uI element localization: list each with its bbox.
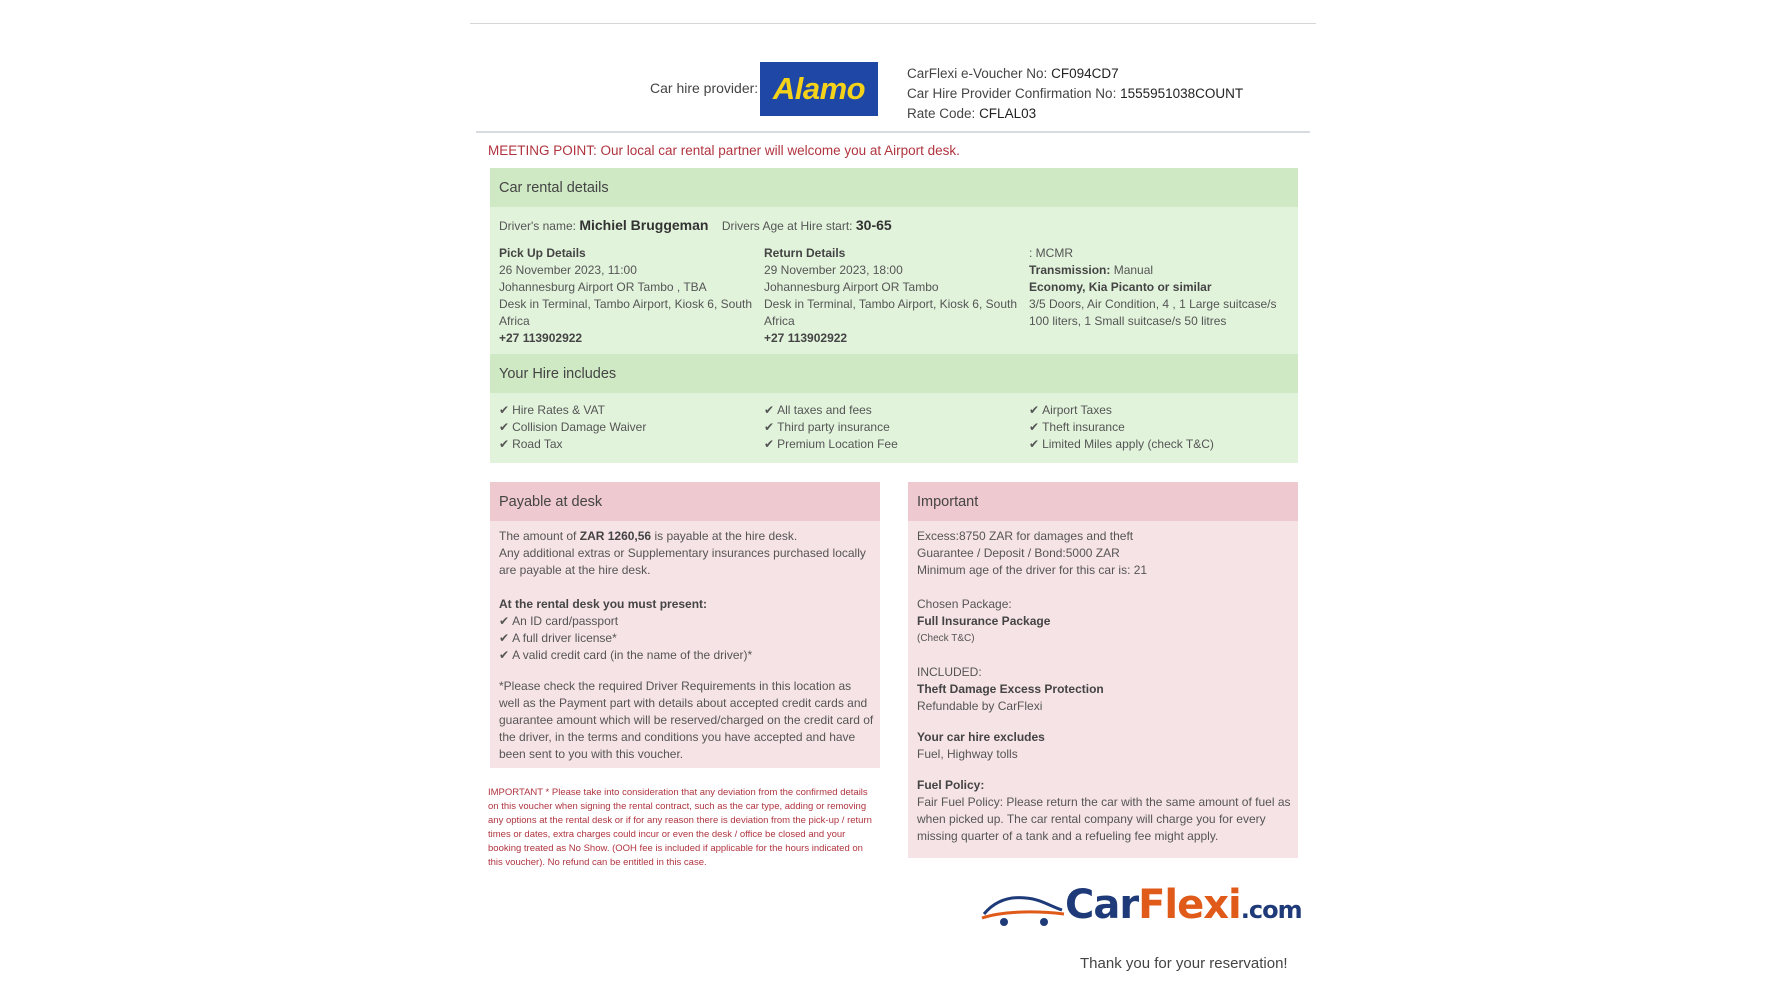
thank-you-text: Thank you for your reservation! bbox=[1080, 955, 1288, 972]
check-icon: ✔ bbox=[764, 403, 775, 417]
check-icon: ✔ bbox=[764, 437, 775, 451]
list-item: ✔ Airport Taxes bbox=[1029, 403, 1112, 417]
includes-col-2 bbox=[764, 402, 1019, 453]
list-item: ✔ Road Tax bbox=[499, 437, 563, 451]
pickup-phone: +27 113902922 bbox=[499, 331, 583, 345]
provider-label: Car hire provider: bbox=[650, 80, 759, 96]
return-phone: +27 113902922 bbox=[764, 331, 848, 345]
check-icon: ✔ bbox=[499, 420, 510, 434]
check-icon: ✔ bbox=[499, 403, 510, 417]
excludes-heading: Your car hire excludes bbox=[917, 730, 1045, 744]
driver-line: Driver's name: Michiel Bruggeman Drivers Age at Hire start: 30-65 bbox=[499, 217, 892, 233]
driver-age: 30-65 bbox=[855, 217, 892, 233]
check-icon: ✔ bbox=[1029, 437, 1040, 451]
list-item: ✔ Hire Rates & VAT bbox=[499, 403, 605, 417]
list-item: ✔ Theft insurance bbox=[1029, 420, 1125, 434]
hire-includes-heading: Your Hire includes bbox=[490, 354, 1298, 393]
rental-details-heading: Car rental details bbox=[490, 168, 1298, 207]
list-item: ✔ A full driver license* bbox=[499, 631, 617, 645]
check-icon: ✔ bbox=[499, 437, 510, 451]
list-item: ✔ A valid credit card (in the name of the driver)* bbox=[499, 648, 753, 662]
rental-details-panel bbox=[490, 168, 1298, 463]
important-panel: Important Excess:8750 ZAR for damages and theft Guarantee / Deposit / Bond:5000 ZAR Minimum age of the driver for this car is: 21 Chosen Package: Full Insurance Package (Check T&C) INCLUDED: Theft Damage Excess Protection Refundable by CarFlexi Your car hire excludes Fuel, Highway tolls Fuel Policy: Fair Fuel Policy: Please return the car with the same amount of fuel as when picked up. The car rental company will charge you for every missing quarter of a tank and a refueling fee might apply. bbox=[908, 482, 1298, 858]
check-icon: ✔ bbox=[1029, 420, 1040, 434]
rate-label: Rate Code: bbox=[907, 106, 976, 121]
amount-line: The amount of ZAR 1260,56 is payable at the hire desk. bbox=[499, 529, 798, 543]
voucher-label: CarFlexi e-Voucher No: bbox=[907, 66, 1048, 81]
package-name: Full Insurance Package bbox=[917, 614, 1051, 628]
carflexi-logo: CarFlexi.com bbox=[980, 880, 1300, 936]
driver-name: Michiel Bruggeman bbox=[579, 217, 709, 233]
list-item: ✔ Third party insurance bbox=[764, 420, 890, 434]
important-disclaimer: IMPORTANT * Please take into consideration that any deviation from the confirmed details on this voucher when signing the rental contract, such as the car type, adding or removing any options at the rental desk or if for any reason there is deviation from the pick-up / return times or dates, extra charges could incur or even the desk / office be closed and your booking treated as No Show. (OOH fee is included if applicable for the hours indicated on this voucher). No refund can be entitled in this case. bbox=[488, 787, 872, 868]
fuel-policy-text: Fair Fuel Policy: Please return the car with the same amount of fuel as when picked up. The car rental company will charge you for every missing quarter of a tank and a refueling fee might apply. bbox=[917, 795, 1291, 843]
check-icon: ✔ bbox=[499, 631, 510, 645]
voucher-number: CF094CD7 bbox=[1051, 66, 1119, 81]
alamo-logo: Alamo bbox=[760, 62, 878, 116]
top-divider bbox=[470, 23, 1316, 24]
min-age-text: Minimum age of the driver for this car is: 21 bbox=[917, 563, 1148, 577]
list-item: ✔ An ID card/passport bbox=[499, 614, 619, 628]
check-icon: ✔ bbox=[764, 420, 775, 434]
check-icon: ✔ bbox=[1029, 403, 1040, 417]
includes-col-1 bbox=[499, 402, 754, 453]
excess-text: Excess:8750 ZAR for damages and theft bbox=[917, 529, 1134, 543]
deposit-text: Guarantee / Deposit / Bond:5000 ZAR bbox=[917, 546, 1120, 560]
voucher-page bbox=[470, 0, 1316, 1000]
list-item: ✔ Limited Miles apply (check T&C) bbox=[1029, 437, 1214, 451]
payable-panel bbox=[490, 482, 880, 768]
includes-col-3 bbox=[1029, 402, 1284, 453]
header-divider bbox=[476, 131, 1310, 133]
fuel-policy-heading: Fuel Policy: bbox=[917, 778, 985, 792]
rate-code: CFLAL03 bbox=[979, 106, 1037, 121]
list-item: ✔ Premium Location Fee bbox=[764, 437, 898, 451]
list-item: ✔ Collision Damage Waiver bbox=[499, 420, 647, 434]
amount-value: ZAR 1260,56 bbox=[579, 529, 652, 543]
voucher-info bbox=[907, 64, 1243, 124]
return-details: Return Details 29 November 2023, 18:00 Johannesburg Airport OR Tambo Desk in Terminal, Tambo Airport, Kiosk 6, South Africa +27 113902922 bbox=[764, 246, 1018, 345]
payable-heading: Payable at desk bbox=[490, 482, 880, 521]
check-icon: ✔ bbox=[499, 648, 510, 662]
confirmation-number: 1555951038COUNT bbox=[1120, 86, 1244, 101]
important-heading: Important bbox=[908, 482, 1298, 521]
check-icon: ✔ bbox=[499, 614, 510, 628]
confirmation-label: Car Hire Provider Confirmation No: bbox=[907, 86, 1117, 101]
car-details: : MCMR Transmission: Manual Economy, Kia Picanto or similar 3/5 Doors, Air Condition, 4 , 1 Large suitcase/s 100 liters, 1 Small suitcase/s 50 litres bbox=[1029, 246, 1277, 328]
pickup-details: Pick Up Details 26 November 2023, 11:00 Johannesburg Airport OR Tambo , TBA Desk in Terminal, Tambo Airport, Kiosk 6, South Africa +27 113902922 bbox=[499, 246, 753, 345]
meeting-point: MEETING POINT: Our local car rental partner will welcome you at Airport desk. bbox=[488, 143, 960, 158]
requirements-note: *Please check the required Driver Requirements in this location as well as the Payment part with details about accepted credit cards and guarantee amount which will be reserved/charged on the credit card of the driver, in the terms and conditions you have accepted and have been sent to you with this voucher. bbox=[499, 679, 874, 761]
list-item: ✔ All taxes and fees bbox=[764, 403, 872, 417]
present-heading: At the rental desk you must present: bbox=[499, 597, 708, 611]
car-icon bbox=[980, 892, 1066, 932]
extras-text: Any additional extras or Supplementary insurances purchased locally are payable at the hire desk. bbox=[499, 546, 866, 577]
